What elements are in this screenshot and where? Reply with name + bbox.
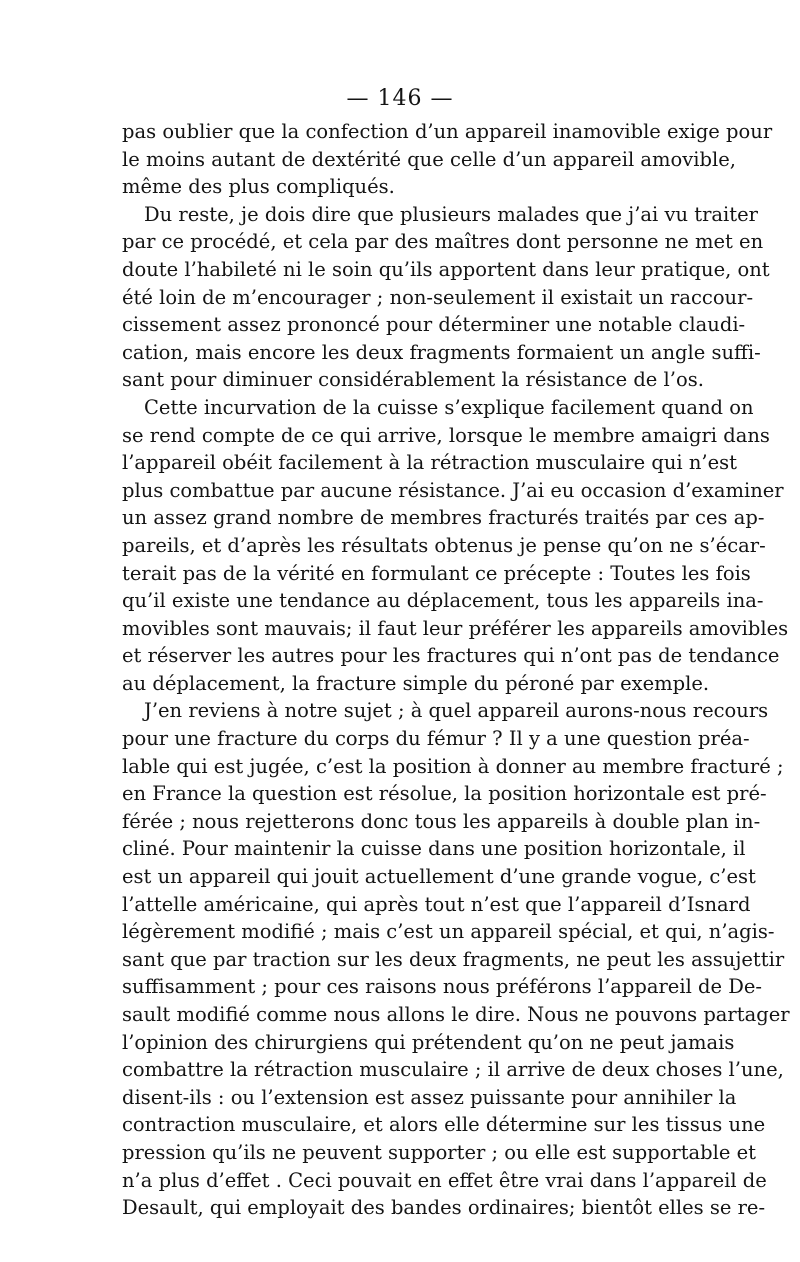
text-line: pression qu’ils ne peuvent supporter ; ou elle est supportable et [122,1140,757,1164]
text-line: l’attelle américaine, qui après tout n’est que l’appareil d’Isnard [122,892,751,916]
text-line: se rend compte de ce qui arrive, lorsque le membre amaigri dans [122,423,770,447]
text-line: est un appareil qui jouit actuellement d’une grande vogue, c’est [122,865,756,889]
paragraph [122,118,773,201]
text-line: disent-ils : ou l’extension est assez puissante pour annihiler la [122,1085,737,1109]
text-line: cation, mais encore les deux fragments formaient un angle suffi- [122,340,761,364]
text-line: Cette incurvation de la cuisse s’explique facilement quand on [144,395,754,419]
text-line: suffisamment ; pour ces raisons nous préférons l’appareil de De- [122,975,762,999]
text-line: combattre la rétraction musculaire ; il arrive de deux choses l’une, [122,1058,784,1082]
text-line: un assez grand nombre de membres fracturés traités par ces ap- [122,506,765,530]
text-line: été loin de m’encourager ; non-seulement il existait un raccour- [122,285,754,309]
text-line: et réserver les autres pour les fractures qui n’ont pas de tendance [122,644,780,668]
text-line: pas oublier que la confection d’un appareil inamovible exige pour [122,120,773,143]
paragraph [122,697,790,1221]
text-line: terait pas de la vérité en formulant ce précepte : Toutes les fois [122,561,751,585]
paragraph [122,201,770,394]
text-line: pour une fracture du corps du fémur ? Il y a une question préa- [122,727,750,751]
text-line: en France la question est résolue, la position horizontale est pré- [122,782,767,806]
text-line: Du reste, je dois dire que plusieurs malades que j’ai vu traiter [144,202,758,226]
text-line: sant pour diminuer considérablement la résistance de l’os. [122,368,704,392]
text-line: par ce procédé, et cela par des maîtres dont personne ne met en [122,230,764,254]
paragraph [122,394,789,698]
text-line: plus combattue par aucune résistance. J’ai eu occasion d’examiner [122,478,784,502]
text-line: qu’il existe une tendance au déplacement, tous les appareils ina- [122,589,764,613]
text-line: même des plus compliqués. [122,175,395,199]
text-line: sant que par traction sur les deux fragments, ne peut les assujettir [122,947,785,971]
text-line: contraction musculaire, et alors elle détermine sur les tissus une [122,1113,766,1137]
text-line: Desault, qui employait des bandes ordinaires; bientôt elles se re- [122,1196,766,1220]
text-line: doute l’habileté ni le soin qu’ils apportent dans leur pratique, ont [122,257,770,281]
text-line: sault modifié comme nous allons le dire. Nous ne pouvons partager [122,1003,790,1026]
text-line: cliné. Pour maintenir la cuisse dans une position horizontale, il [122,837,746,861]
text-line: J’en reviens à notre sujet ; à quel appareil aurons-nous recours [144,699,769,723]
page-number: — 146 — [346,86,454,111]
text-line: le moins autant de dextérité que celle d’un appareil amovible, [122,147,736,171]
text-line: l’appareil obéit facilement à la rétraction musculaire qui n’est [122,451,737,475]
text-line: movibles sont mauvais; il faut leur préférer les appareils amovibles [122,616,789,640]
text-line: au déplacement, la fracture simple du péroné par exemple. [122,671,710,695]
text-line: cissement assez prononcé pour déterminer une notable claudi- [122,313,746,337]
text-line: l’opinion des chirurgiens qui prétendent qu’on ne peut jamais [122,1030,735,1054]
text-line: férée ; nous rejetterons donc tous les appareils à double plan in- [122,809,761,833]
text-line: légèrement modifié ; mais c’est un appareil spécial, et qui, n’agis- [122,920,775,944]
text-line: pareils, et d’après les résultats obtenus je pense qu’on ne s’écar- [122,533,766,557]
text-line: n’a plus d’effet . Ceci pouvait en effet être vrai dans l’appareil de [122,1168,767,1192]
text-line: lable qui est jugée, c’est la position à donner au membre fracturé ; [122,754,784,778]
body-text [122,118,790,1222]
